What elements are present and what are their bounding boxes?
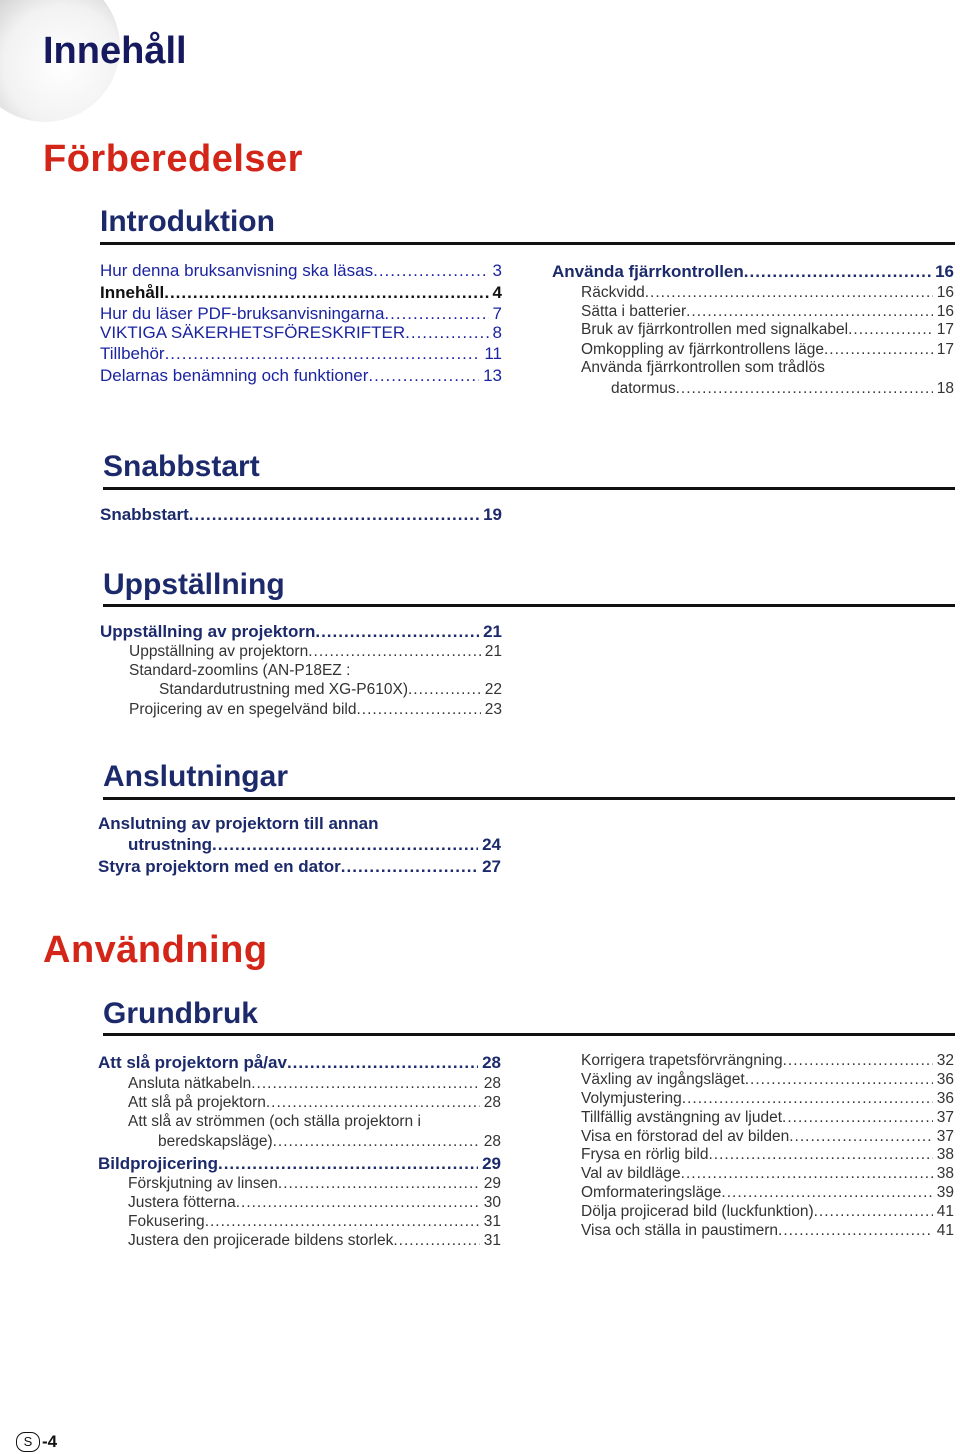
toc-entry[interactable]: Hur du läser PDF-bruksanvisningarna ..... 7 (100, 304, 502, 324)
toc-entry[interactable]: Hur denna bruksanvisning ska läsas ..... 3 (100, 261, 502, 281)
toc-entry[interactable]: Delarnas benämning och funktioner ..... 13 (100, 366, 502, 386)
toc-entry[interactable]: Sätta i batterier ..... 16 (581, 303, 954, 321)
toc-entry[interactable]: Att slå projektorn på/av ..... 28 (98, 1053, 501, 1073)
section-title-setup: Uppställning (103, 568, 285, 601)
toc-entry[interactable]: beredskapsläge) ..... 28 (158, 1133, 501, 1151)
toc-entry[interactable]: Tillfällig avstängning av ljudet ..... 37 (581, 1109, 954, 1127)
toc-entry[interactable]: Att slå på projektorn ..... 28 (128, 1094, 501, 1112)
toc-entry[interactable]: Dölja projicerad bild (luckfunktion) ..... 41 (581, 1203, 954, 1221)
toc-entry[interactable]: Justera den projicerade bildens storlek ..... 31 (128, 1232, 501, 1250)
toc-entry[interactable]: Omkoppling av fjärrkontrollens läge ..... 17 (581, 341, 954, 359)
toc-entry-wrapped-line[interactable]: Standard-zoomlins (AN-P18EZ : (129, 662, 351, 679)
toc-entry[interactable]: Innehåll ..... 4 (100, 283, 502, 303)
toc-entry[interactable]: Visa en förstorad del av bilden ..... 37 (581, 1128, 954, 1146)
toc-entry-wrapped-line[interactable]: Använda fjärrkontrollen som trådlös (581, 359, 825, 376)
section-divider (103, 1033, 955, 1036)
toc-entry[interactable]: Volymjustering ..... 36 (581, 1090, 954, 1108)
toc-entry[interactable]: Använda fjärrkontrollen ..... 16 (552, 262, 954, 282)
toc-entry-wrapped-line[interactable]: Att slå av strömmen (och ställa projektorn i (128, 1113, 421, 1130)
toc-entry[interactable]: Räckvidd ..... 16 (581, 284, 954, 302)
toc-entry[interactable]: Bildprojicering ..... 29 (98, 1154, 501, 1174)
toc-entry[interactable]: Korrigera trapetsförvrängning ..... 32 (581, 1052, 954, 1070)
section-divider (100, 242, 955, 245)
toc-entry[interactable]: Tillbehör ..... 11 (100, 344, 502, 364)
toc-entry[interactable]: Fokusering ..... 31 (128, 1213, 501, 1231)
toc-entry[interactable]: Styra projektorn med en dator ..... 27 (98, 857, 501, 877)
toc-entry[interactable]: Förskjutning av linsen ..... 29 (128, 1175, 501, 1193)
toc-entry[interactable]: Visa och ställa in paustimern ..... 41 (581, 1222, 954, 1240)
page-title: Innehåll (43, 30, 187, 72)
section-divider (103, 604, 955, 607)
toc-entry[interactable]: Uppställning av projektorn ..... 21 (100, 622, 502, 642)
toc-entry[interactable]: Uppställning av projektorn ..... 21 (129, 643, 502, 661)
toc-entry[interactable]: datormus ..... 18 (611, 380, 954, 398)
toc-entry[interactable]: Snabbstart ..... 19 (100, 505, 502, 525)
language-badge-icon: S (16, 1432, 40, 1452)
part-title-usage: Användning (43, 929, 268, 971)
toc-entry[interactable]: Bruk av fjärrkontrollen med signalkabel ..... 17 (581, 321, 954, 339)
section-divider (103, 797, 955, 800)
section-title-basic-use: Grundbruk (103, 997, 258, 1030)
toc-entry[interactable]: Omformateringsläge ..... 39 (581, 1184, 954, 1202)
toc-entry[interactable]: Växling av ingångsläget ..... 36 (581, 1071, 954, 1089)
toc-entry[interactable]: VIKTIGA SÄKERHETSFÖRESKRIFTER ..... 8 (100, 323, 502, 343)
toc-entry-wrapped-line[interactable]: Anslutning av projektorn till annan (98, 814, 379, 833)
toc-entry[interactable]: Frysa en rörlig bild ..... 38 (581, 1146, 954, 1164)
section-title-introduction: Introduktion (100, 205, 275, 238)
part-title-preparations: Förberedelser (43, 138, 303, 180)
toc-entry[interactable]: Val av bildläge ..... 38 (581, 1165, 954, 1183)
toc-entry[interactable]: Standardutrustning med XG-P610X) ..... 22 (159, 681, 502, 699)
toc-entry[interactable]: utrustning ..... 24 (128, 835, 501, 855)
section-divider (103, 487, 955, 490)
page-number: -4 (42, 1432, 58, 1451)
toc-entry[interactable]: Ansluta nätkabeln ..... 28 (128, 1075, 501, 1093)
toc-entry[interactable]: Projicering av en spegelvänd bild ..... 23 (129, 701, 502, 719)
toc-entry[interactable]: Justera fötterna ..... 30 (128, 1194, 501, 1212)
section-title-quick-start: Snabbstart (103, 450, 260, 483)
section-title-connections: Anslutningar (103, 760, 288, 793)
